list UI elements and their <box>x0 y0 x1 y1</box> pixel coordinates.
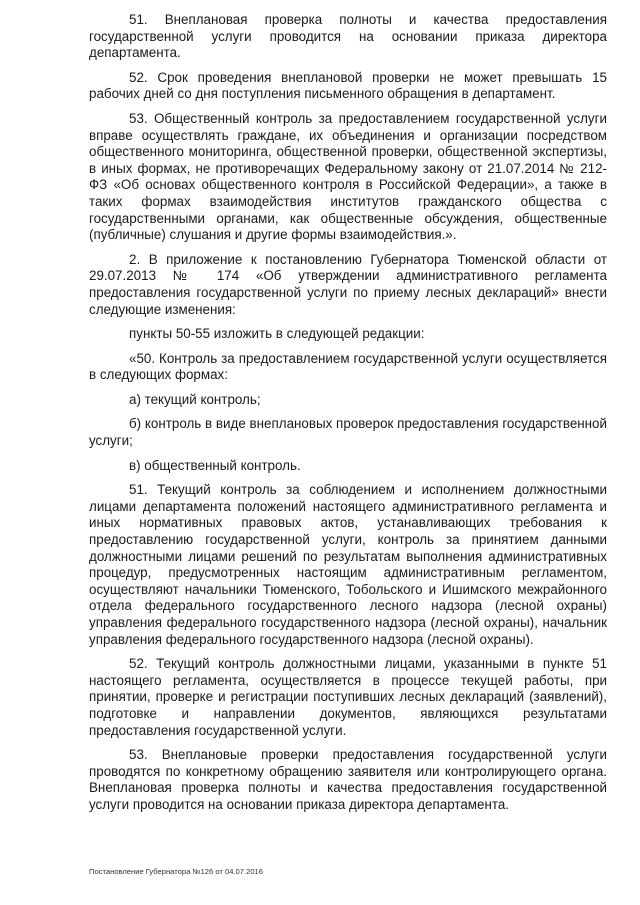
page-footer: Постановление Губернатора №126 от 04.07.2016 <box>89 867 263 876</box>
paragraph-53-unscheduled-checks: 53. Внеплановые проверки предоставления государственной услуги проводятся по конкретному обращению заявителя или контролирующего органа. Внеплановая проверка полноты и качества предоставления государственной услуги проводится на основании приказа директора департамента. <box>89 747 607 812</box>
paragraph-50-control-forms: «50. Контроль за предоставлением государственной услуги осуществляется в следующих формах: <box>89 350 607 383</box>
list-item-b: б) контроль в виде внеплановых проверок предоставления государственной услуги; <box>89 416 607 449</box>
paragraph-51-unscheduled-check: 51. Внеплановая проверка полноты и качества предоставления государственной услуги проводится на основании приказа директора департамента. <box>89 12 607 61</box>
list-item-a: а) текущий контроль; <box>129 391 261 407</box>
paragraph-53-public-control: 53. Общественный контроль за предоставлением государственной услуги вправе осуществлять граждане, их объединения и организации посредством общественного мониторинга, общественной проверки, общественной экспертизы, в иных формах, не противоречащих Федеральному закону от 21.07.2014 № 212-ФЗ «Об основах общественного контроля в Российской Федерации», а также в таких формах взаимодействия институтов гражданского общества с государственными органами, как общественные обсуждения, общественные (публичные) слушания и другие формы взаимодействия.». <box>89 110 607 243</box>
list-item-v: в) общественный контроль. <box>129 457 301 473</box>
paragraph-52-check-term: 52. Срок проведения внеплановой проверки не может превышать 15 рабочих дней со дня поступления письменного обращения в департамент. <box>89 69 607 102</box>
paragraph-51-current-control: 51. Текущий контроль за соблюдением и исполнением должностными лицами департамента положений настоящего административного регламента и иных нормативных правовых актов, устанавливающих требования к предоставлению государственной услуги, контроль за принятием данными должностными лицами решений по результатам выполнения административных процедур, предусмотренных настоящим административным регламентом, осуществляют начальники Тюменского, Тобольского и Ишимского межрайонного отдела федерального государственного лесного надзора (лесной охраны) управления федерального государственного надзора (лесной охраны), начальник управления федерального государственного надзора (лесной охраны). <box>89 482 607 647</box>
paragraph-52-current-control-officials: 52. Текущий контроль должностными лицами, указанными в пункте 51 настоящего регламента, осуществляется в процессе текущей работы, при принятии, проверке и регистрации поступивших лесных деклараций (заявлений), подготовке и направлении документов, являющихся результатами предоставления государственной услуги. <box>89 656 607 738</box>
paragraph-amendment-2: 2. В приложение к постановлению Губернатора Тюменской области от 29.07.2013 № 174 «Об утверждении административного регламента предоставления государственной услуги по приему лесных деклараций» внести следующие изменения: <box>89 251 607 317</box>
paragraph-points-50-55: пункты 50-55 изложить в следующей редакции: <box>129 326 425 342</box>
document-page <box>89 12 607 822</box>
